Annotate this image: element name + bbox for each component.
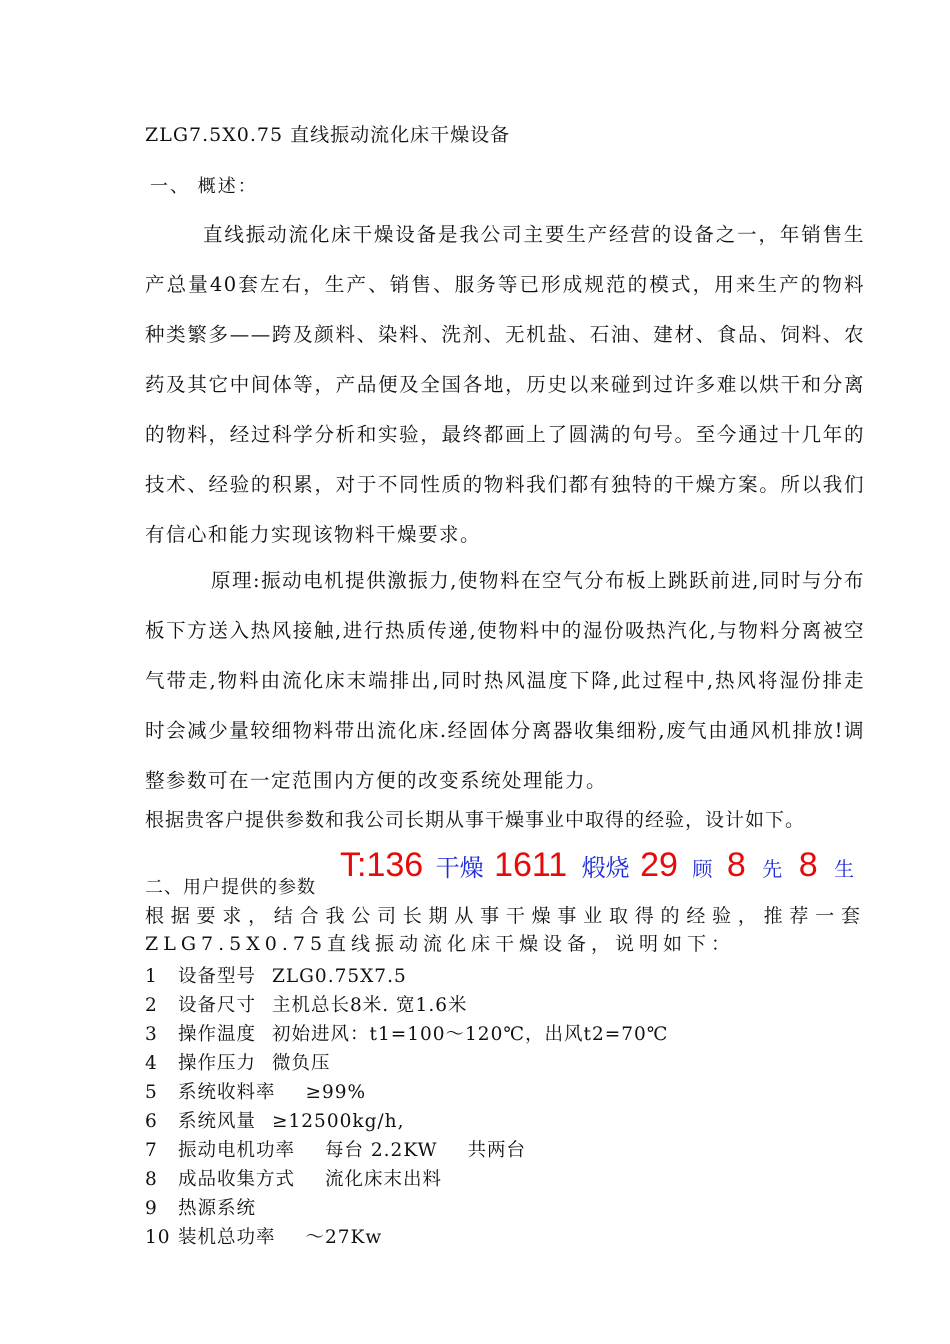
list-item: 4 操作压力 微负压: [145, 1053, 331, 1074]
list-item: 5 系统收料率 ≥99%: [145, 1082, 367, 1103]
list-item: 6 系统风量 ≥12500kg/h,: [145, 1111, 405, 1132]
section-heading-params: 二、用户提供的参数: [145, 877, 316, 898]
list-item: 7 振动电机功率 每台 2.2KW 共两台: [145, 1140, 527, 1161]
watermark-token: 1611: [494, 846, 568, 884]
intro-paragraph: 根据贵客户提供参数和我公司长期从事干燥事业中取得的经验，设计如下。: [145, 809, 806, 831]
watermark-token: 煅烧: [581, 855, 630, 882]
watermark-token: 干燥: [435, 855, 484, 882]
recommend-paragraph: 根据要求，结合我公司长期从事干燥事业取得的经验，推荐一套ZLG7.5X0.75直线振动流化床干燥设备，说明如下：: [145, 905, 865, 955]
list-item: 9 热源系统: [145, 1198, 257, 1219]
list-item: 10 装机总功率 ～27Kw: [145, 1227, 383, 1248]
watermark-token: 生: [834, 859, 855, 881]
watermark-token: T:136: [340, 846, 424, 884]
section-heading-row: [145, 840, 865, 900]
list-item: 3 操作温度 初始进风：t1=100～120℃，出风t2=70℃: [145, 1024, 669, 1045]
contact-watermark: [340, 840, 854, 885]
watermark-token: 8: [798, 846, 818, 884]
principle-paragraph: 原理:振动电机提供激振力,使物料在空气分布板上跳跃前进,同时与分布板下方送入热风接触,进行热质传递,使物料中的湿份吸热汽化,与物料分离被空气带走,物料由流化床末端排出,同时热风温度下降,此过程中,热风将湿份排走时会减少量较细物料带出流化床.经固体分离器收集细粉,废气由通风机排放!调整参数可在一定范围内方便的改变系统处理能力。: [145, 569, 865, 792]
list-item: 8 成品收集方式 流化床末出料: [145, 1169, 443, 1190]
watermark-token: 8: [726, 846, 746, 884]
document-title: ZLG7.5X0.75 直线振动流化床干燥设备: [145, 124, 511, 146]
section-heading-overview: 一、 概述：: [150, 176, 258, 197]
list-item: 1 设备型号 ZLG0.75X7.5: [145, 966, 407, 987]
list-item: 2 设备尺寸 主机总长8米. 宽1.6米: [145, 995, 468, 1016]
watermark-token: 顾: [692, 859, 713, 881]
watermark-token: 先: [762, 859, 783, 881]
spec-list: [145, 962, 668, 1252]
watermark-token: 29: [640, 846, 678, 884]
overview-paragraph: 直线振动流化床干燥设备是我公司主要生产经营的设备之一，年销售生产总量40套左右，生产、销售、服务等已形成规范的模式，用来生产的物料种类繁多——跨及颜料、染料、洗剂、无机盐、石油、建材、食品、饲料、农药及其它中间体等，产品便及全国各地，历史以来碰到过许多难以烘干和分离的物料，经过科学分析和实验，最终都画上了圆满的句号。至今通过十几年的技术、经验的积累，对于不同性质的物料我们都有独特的干燥方案。所以我们有信心和能力实现该物料干燥要求。: [145, 223, 865, 546]
